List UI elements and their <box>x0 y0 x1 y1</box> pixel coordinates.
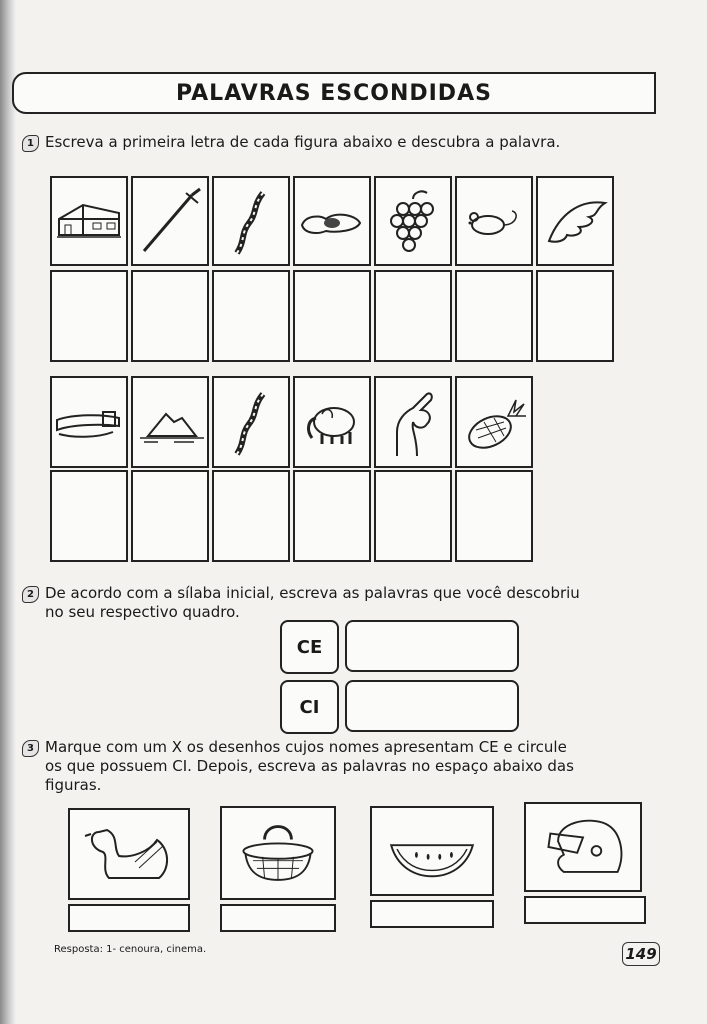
exercise-3-text-line2: os que possuem CI. Depois, escreva as palavras no espaço abaixo das <box>45 757 574 775</box>
exercise-3-text-line3: figuras. <box>45 776 102 794</box>
swan-icon[interactable] <box>68 808 190 900</box>
letter-box[interactable] <box>374 270 452 362</box>
answer-field-helmet[interactable] <box>524 896 646 924</box>
syllable-ci-answer-field[interactable] <box>345 680 519 732</box>
page-spine-shadow <box>0 0 16 1024</box>
syllable-ce-label: CE <box>280 620 339 674</box>
syllable-ci-label: CI <box>280 680 339 734</box>
basket-icon[interactable] <box>220 806 336 900</box>
letter-box[interactable] <box>212 470 290 562</box>
house-icon <box>50 176 128 266</box>
hand-icon <box>374 376 452 468</box>
letter-box[interactable] <box>131 270 209 362</box>
answer-field-swan[interactable] <box>68 904 190 932</box>
answer-row-1 <box>50 270 617 362</box>
exercise-2-number: 2 <box>22 586 39 603</box>
page-number: 149 <box>622 942 660 966</box>
rope-icon <box>212 376 290 468</box>
picture-row-1 <box>50 176 617 266</box>
syllable-ce-answer-field[interactable] <box>345 620 519 672</box>
exercise-3-text-line1: Marque com um X os desenhos cujos nomes apresentam CE e circule <box>45 738 567 756</box>
letter-box[interactable] <box>455 270 533 362</box>
exercise-1-text: Escreva a primeira letra de cada figura abaixo e descubra a palavra. <box>45 133 561 151</box>
sword-icon <box>131 176 209 266</box>
wing-icon <box>536 176 614 266</box>
letter-box[interactable] <box>374 470 452 562</box>
exercise-3-number: 3 <box>22 740 39 757</box>
elephant-icon <box>293 376 371 468</box>
belt-icon <box>50 376 128 468</box>
letter-box[interactable] <box>455 470 533 562</box>
title-banner <box>12 72 656 114</box>
syllable-row-ci <box>280 680 519 734</box>
exercise-2-text-line1: De acordo com a sílaba inicial, escreva as palavras que você descobriu <box>45 584 580 602</box>
rope-icon <box>212 176 290 266</box>
letter-box[interactable] <box>293 470 371 562</box>
exercise-1-instruction <box>22 133 560 152</box>
island-icon <box>131 376 209 468</box>
letter-box[interactable] <box>212 270 290 362</box>
answer-field-watermelon[interactable] <box>370 900 494 928</box>
mouse-icon <box>455 176 533 266</box>
picture-row-2 <box>50 376 536 468</box>
letter-box[interactable] <box>536 270 614 362</box>
exercise-2-instruction <box>22 584 580 622</box>
egg-icon <box>293 176 371 266</box>
answer-row-2 <box>50 470 536 562</box>
answer-key-footer: Resposta: 1- cenoura, cinema. <box>54 944 207 955</box>
watermelon-icon[interactable] <box>370 806 494 896</box>
letter-box[interactable] <box>293 270 371 362</box>
letter-box[interactable] <box>50 470 128 562</box>
helmet-icon[interactable] <box>524 802 642 892</box>
pineapple-icon <box>455 376 533 468</box>
exercise-1-number: 1 <box>22 135 39 152</box>
letter-box[interactable] <box>131 470 209 562</box>
syllable-row-ce <box>280 620 519 674</box>
exercise-2-text-line2: no seu respectivo quadro. <box>45 603 240 621</box>
page-title: PALAVRAS ESCONDIDAS <box>176 80 492 106</box>
answer-field-basket[interactable] <box>220 904 336 932</box>
exercise-3-instruction <box>22 738 574 795</box>
grapes-icon <box>374 176 452 266</box>
letter-box[interactable] <box>50 270 128 362</box>
